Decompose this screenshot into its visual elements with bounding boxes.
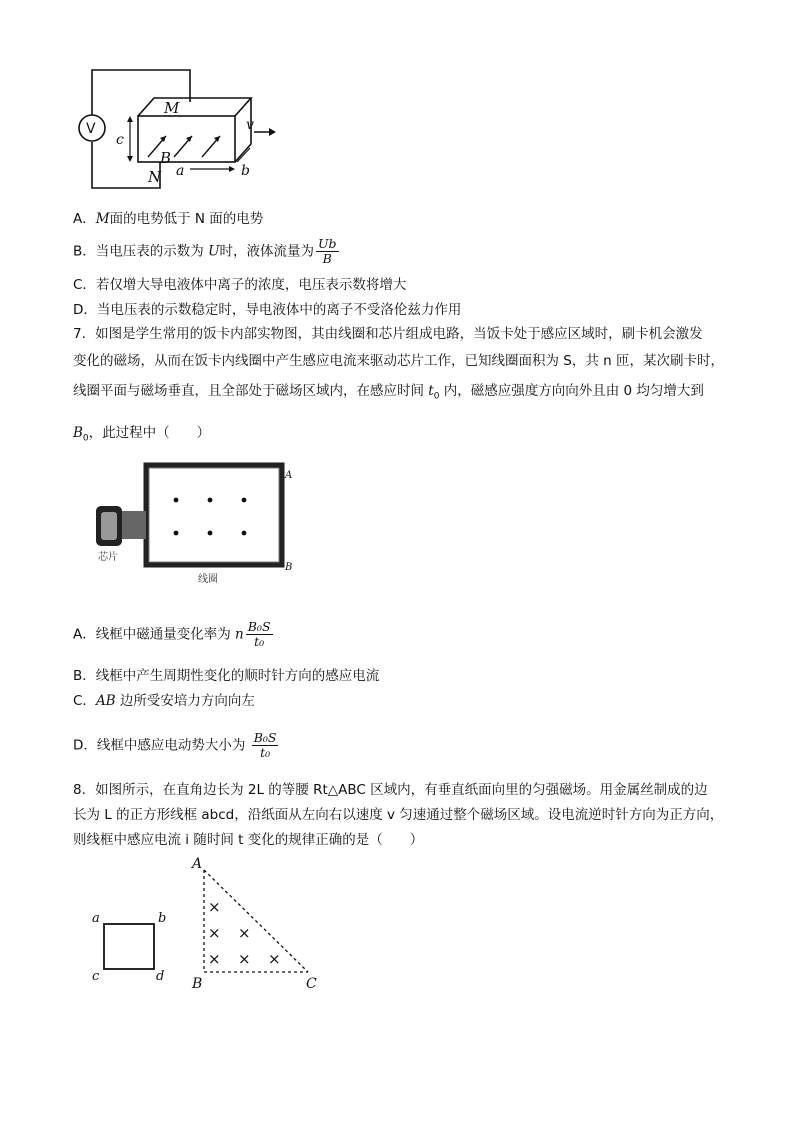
corner-a-label: A [285,470,293,481]
q7-option-d: D．线框中感应电动势大小为 $\frac{\text{B₀S}}{\text{t₀}}$ [73,730,277,760]
corner-b-label: B [285,562,293,573]
face-n-label: N [148,168,162,186]
q8-stem-line3: 则线框中感应电流 i 随时间 t 变化的规律正确的是（ ） [73,832,424,848]
dim-a-label: a [176,163,185,179]
square-b-label: b [158,911,167,926]
coil-label: 线圈 [198,574,218,585]
q8-stem-line1: 8．如图所示，在直角边长为 2L 的等腰 Rt△ABC 区域内，有垂直纸面向里的匀强磁场。用金属丝制成的边 [73,782,708,798]
triangle-a-label: A [192,856,203,872]
q8-stem-line2: 长为 L 的正方形线框 abcd，沿纸面从左向右以速度 v 匀速通过整个磁场区域。设电流逆时针方向为正方向， [73,807,724,823]
svg-text:×: × [268,950,281,968]
q6-option-d: D．当电压表的示数稳定时，导电液体中的离子不受洛伦兹力作用 [73,302,462,318]
triangle-field-figure [86,852,336,992]
square-c-label: c [92,969,100,984]
svg-text:×: × [208,924,221,942]
triangle-b-label: B [192,976,203,992]
q7-stem-line1: 7．如图是学生常用的饭卡内部实物图，其由线圈和芯片组成电路，当饭卡处于感应区域时，刷卡机会激发 [73,326,703,342]
dim-c-label: c [116,132,124,148]
q6-option-b: B．当电压表的示数为 U时，液体流量为 $\frac{Ub}{B}$ [73,236,337,266]
field-crosses [208,898,281,968]
q6-option-a: A．M面的电势低于 N 面的电势 [73,211,264,227]
q7-stem-line4: $B_0$，此过程中（ ） [73,425,211,444]
svg-text:×: × [238,924,251,942]
flowmeter-figure [70,62,300,197]
flow-fraction: $\frac{Ub}{B}$ [317,236,337,266]
dim-b-label: b [241,163,250,179]
svg-text:×: × [208,898,221,916]
voltmeter-label: V [86,121,96,137]
q6-option-c: C．若仅增大导电液体中离子的浓度，电压表示数将增大 [73,277,407,293]
triangle-c-label: C [306,976,317,992]
q7-option-c: C．AB 边所受安培力方向向左 [73,693,255,709]
square-d-label: d [156,969,165,984]
face-m-label: M [164,99,180,117]
q7-option-a: A．线框中磁通量变化率为 n $\frac{\text{B₀S}}{\text{t₀}}$ [73,619,271,649]
chip-label: 芯片 [98,552,118,563]
svg-text:×: × [238,950,251,968]
field-b-label: B [160,149,172,167]
q7-stem-line2: 变化的磁场，从而在饭卡内线圈中产生感应电流来驱动芯片工作，已知线圈面积为 S，共 n 匝，某次刷卡时， [73,353,724,369]
q7-option-b: B．线框中产生周期性变化的顺时针方向的感应电流 [73,668,380,684]
field-dots [174,498,247,536]
square-a-label: a [92,911,100,926]
card-coil-figure [88,456,308,591]
svg-text:×: × [208,950,221,968]
q7-stem-line3: 线圈平面与磁场垂直，且全部处于磁场区域内，在感应时间 $t_0$ 内，磁感应强度方向向外且由 0 均匀增大到 [73,383,704,402]
speed-v-label: v [246,117,254,133]
